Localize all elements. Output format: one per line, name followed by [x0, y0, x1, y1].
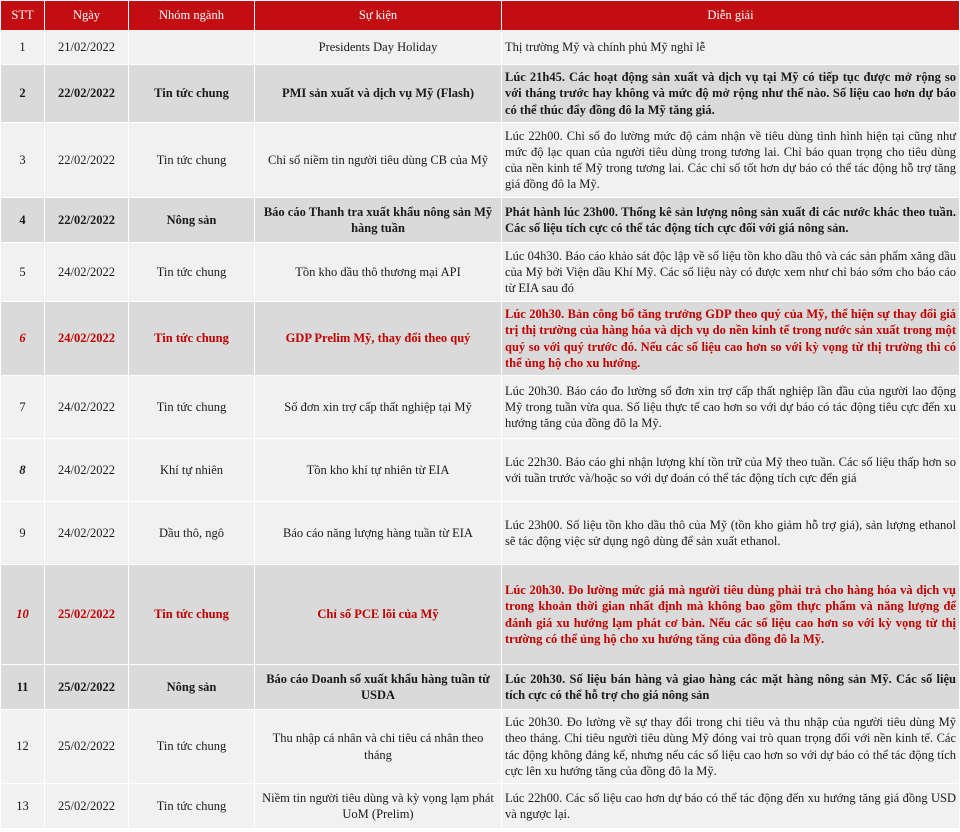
table-row	[1, 123, 959, 198]
cell-stt: 1	[1, 30, 45, 65]
cell-date: 25/02/2022	[45, 710, 129, 784]
cell-desc: Phát hành lúc 23h00. Thống kê sản lượng nông sản xuất đi các nước khác theo tuần. Các số liệu tích cực có thể tác động tích cực đối với giá nông sản.	[502, 198, 959, 243]
table-row	[1, 376, 959, 439]
cell-event: Tồn kho dầu thô thương mại API	[255, 243, 502, 302]
cell-event: Presidents Day Holiday	[255, 30, 502, 65]
table-row	[1, 198, 959, 243]
cell-stt: 7	[1, 376, 45, 439]
cell-desc: Thị trường Mỹ và chính phủ Mỹ nghỉ lễ	[502, 30, 959, 65]
cell-desc: Lúc 23h00. Số liệu tồn kho dầu thô của Mỹ (tồn kho giảm hỗ trợ giá), sản lượng ethanol sẽ tác động việc sử dụng ngô dùng để sản xuất ethanol.	[502, 502, 959, 565]
cell-group: Tin tức chung	[129, 565, 255, 665]
cell-date: 21/02/2022	[45, 30, 129, 65]
cell-event: Tồn kho khí tự nhiên từ EIA	[255, 439, 502, 502]
cell-desc: Lúc 20h30. Đo lường mức giá mà người tiêu dùng phải trả cho hàng hóa và dịch vụ trong khoản thời gian nhất định mà không bao gồm thực phẩm và năng lượng để đánh giá xu hướng lạm phát cơ bản. Nếu các số liệu cao hơn so với kỳ vọng từ thị trường có thể ủng hộ cho xu hướng tăng của đồng đô la Mỹ.	[502, 565, 959, 665]
cell-event: GDP Prelim Mỹ, thay đổi theo quý	[255, 302, 502, 376]
cell-desc: Lúc 21h45. Các hoạt động sản xuất và dịch vụ tại Mỹ có tiếp tục được mở rộng so với tháng trước hay không và mức độ mở rộng như thế nào. Số liệu cao hơn dự báo có thể thúc đẩy đồng đô la Mỹ tăng giá.	[502, 65, 959, 123]
cell-date: 25/02/2022	[45, 665, 129, 710]
table-row	[1, 784, 959, 829]
table-row	[1, 243, 959, 302]
cell-group: Nông sản	[129, 198, 255, 243]
cell-group: Nông sản	[129, 665, 255, 710]
cell-stt: 6	[1, 302, 45, 376]
cell-date: 24/02/2022	[45, 302, 129, 376]
header-stt: STT	[1, 1, 45, 30]
cell-stt: 5	[1, 243, 45, 302]
economic-calendar-table	[1, 1, 959, 829]
cell-desc: Lúc 20h30. Đo lường về sự thay đổi trong chi tiêu và thu nhập của người tiêu dùng Mỹ theo tháng. Chi tiêu người tiêu dùng Mỹ đóng vai trò quan trọng đối với nền kinh tế. Các tác động không đáng kể, nhưng nếu các số liệu cao hơn so với dự báo có thể tác động tích cực lên xu hướng tăng của đồng đô la Mỹ.	[502, 710, 959, 784]
cell-desc: Lúc 20h30. Báo cáo đo lường số đơn xin trợ cấp thất nghiệp lần đầu của người lao động Mỹ trong tuần vừa qua. Số liệu thực tế cao hơn so với dự báo có tác động tiêu cực đến xu hướng tăng của đồng đô la Mỹ.	[502, 376, 959, 439]
table-row	[1, 565, 959, 665]
cell-stt: 3	[1, 123, 45, 198]
cell-date: 24/02/2022	[45, 376, 129, 439]
cell-date: 25/02/2022	[45, 784, 129, 829]
cell-stt: 9	[1, 502, 45, 565]
cell-group: Tin tức chung	[129, 710, 255, 784]
cell-group: Tin tức chung	[129, 376, 255, 439]
cell-event: Chỉ số PCE lõi của Mỹ	[255, 565, 502, 665]
table-row	[1, 302, 959, 376]
table-row	[1, 439, 959, 502]
cell-desc: Lúc 20h30. Bản công bố tăng trưởng GDP theo quý của Mỹ, thể hiện sự thay đổi giá trị thị trường của hàng hóa và dịch vụ do nền kinh tế trong nước sản xuất trong một quý so với quý trước đó. Nếu các số liệu cao hơn so với kỳ vọng từ thị trường thì có thể ủng hộ cho xu hướng.	[502, 302, 959, 376]
cell-date: 22/02/2022	[45, 198, 129, 243]
cell-event: Báo cáo Doanh số xuất khẩu hàng tuần từ USDA	[255, 665, 502, 710]
cell-group: Khí tự nhiên	[129, 439, 255, 502]
table-row	[1, 665, 959, 710]
cell-event: Số đơn xin trợ cấp thất nghiệp tại Mỹ	[255, 376, 502, 439]
cell-event: Chỉ số niềm tin người tiêu dùng CB của Mỹ	[255, 123, 502, 198]
cell-stt: 2	[1, 65, 45, 123]
cell-stt: 4	[1, 198, 45, 243]
cell-date: 24/02/2022	[45, 243, 129, 302]
cell-date: 24/02/2022	[45, 502, 129, 565]
header-date: Ngày	[45, 1, 129, 30]
cell-stt: 11	[1, 665, 45, 710]
cell-stt: 12	[1, 710, 45, 784]
header-event: Sự kiện	[255, 1, 502, 30]
cell-desc: Lúc 22h30. Báo cáo ghi nhận lượng khí tồn trữ của Mỹ theo tuần. Các số liệu thấp hơn so với tuần trước và/hoặc so với dự đoán có thể tác động tích cực đến giá	[502, 439, 959, 502]
header-row	[1, 1, 959, 30]
cell-desc: Lúc 22h00. Các số liệu cao hơn dự báo có thể tác động đến xu hướng tăng giá đồng USD và ngược lại.	[502, 784, 959, 829]
cell-date: 24/02/2022	[45, 439, 129, 502]
table-row	[1, 710, 959, 784]
cell-group: Tin tức chung	[129, 123, 255, 198]
cell-group: Tin tức chung	[129, 65, 255, 123]
table-row	[1, 502, 959, 565]
cell-group: Tin tức chung	[129, 784, 255, 829]
cell-stt: 8	[1, 439, 45, 502]
table-row	[1, 30, 959, 65]
cell-event: PMI sản xuất và dịch vụ Mỹ (Flash)	[255, 65, 502, 123]
cell-event: Niềm tin người tiêu dùng và kỳ vọng lạm phát UoM (Prelim)	[255, 784, 502, 829]
cell-group: Tin tức chung	[129, 243, 255, 302]
cell-desc: Lúc 22h00. Chỉ số đo lường mức độ cảm nhận về tiêu dùng tình hình hiện tại cũng như mức độ lạc quan của người tiêu dùng trong tương lai. Chỉ báo quan trọng cho tiêu dùng của nền kinh tế Mỹ trong tương lai. Các chỉ số tốt hơn dự báo có thể tác động hỗ trợ tăng giá đồng đô la Mỹ.	[502, 123, 959, 198]
cell-event: Báo cáo năng lượng hàng tuần từ EIA	[255, 502, 502, 565]
table-row	[1, 65, 959, 123]
cell-stt: 10	[1, 565, 45, 665]
cell-desc: Lúc 04h30. Báo cáo khảo sát độc lập về số liệu tồn kho dầu thô và các sản phẩm xăng dầu của Mỹ bởi Viện dầu Khí Mỹ. Các số liệu này có được xem như chỉ báo sớm cho báo cáo từ EIA sau đó	[502, 243, 959, 302]
cell-group: Tin tức chung	[129, 302, 255, 376]
header-group: Nhóm ngành	[129, 1, 255, 30]
header-desc: Diễn giải	[502, 1, 959, 30]
cell-event: Báo cáo Thanh tra xuất khẩu nông sản Mỹ hàng tuần	[255, 198, 502, 243]
cell-date: 22/02/2022	[45, 123, 129, 198]
cell-date: 25/02/2022	[45, 565, 129, 665]
cell-stt: 13	[1, 784, 45, 829]
cell-event: Thu nhập cá nhân và chi tiêu cá nhân theo tháng	[255, 710, 502, 784]
cell-desc: Lúc 20h30. Số liệu bán hàng và giao hàng các mặt hàng nông sản Mỹ. Các số liệu tích cực có thể hỗ trợ cho giá nông sản	[502, 665, 959, 710]
cell-group: Dầu thô, ngô	[129, 502, 255, 565]
cell-group	[129, 30, 255, 65]
cell-date: 22/02/2022	[45, 65, 129, 123]
